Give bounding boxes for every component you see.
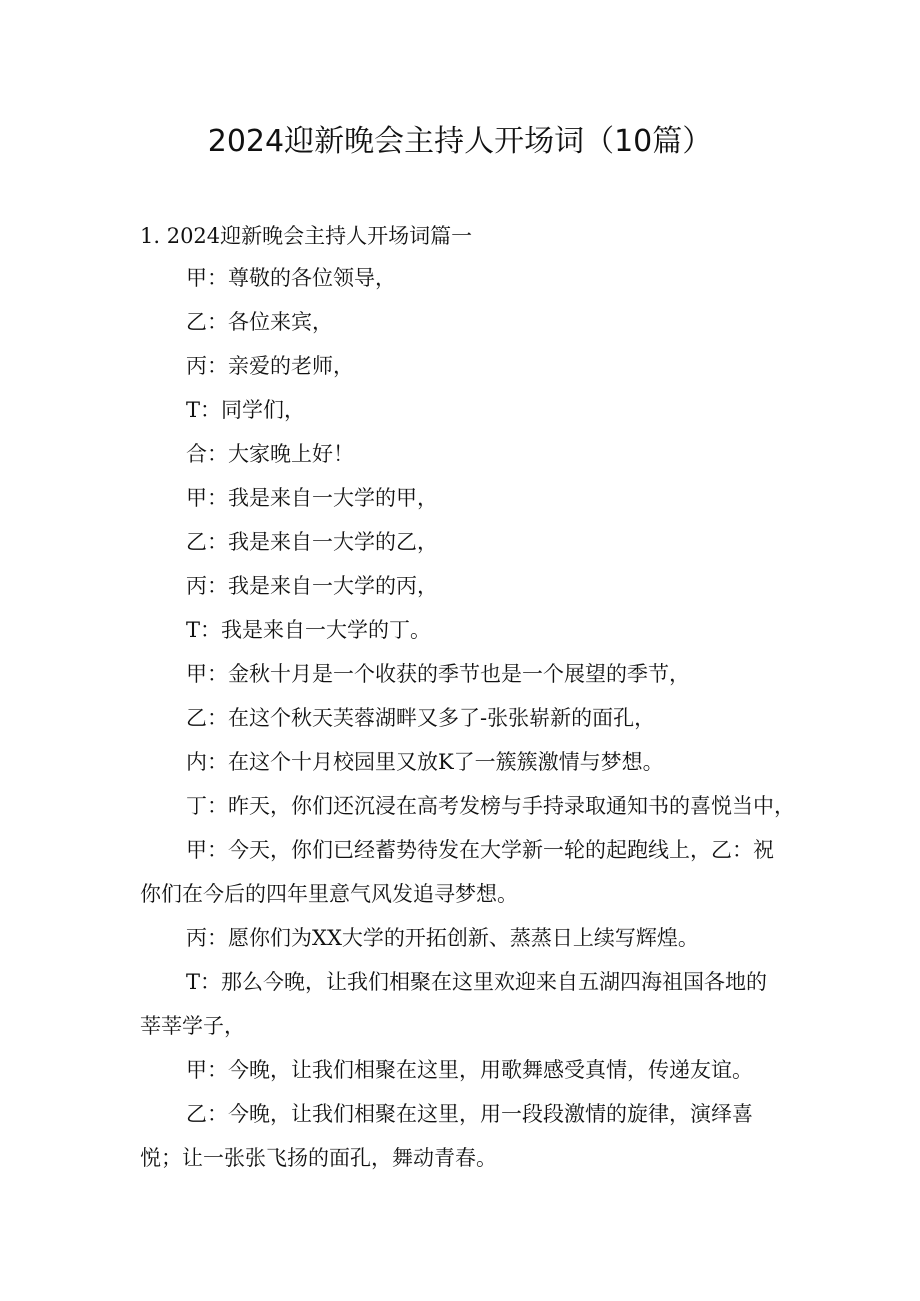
paragraph-line: 乙：我是来自一大学的乙， (186, 530, 438, 554)
paragraph-line: 丙：愿你们为XX大学的开拓创新、蒸蒸日上续写辉煌。 (186, 926, 699, 950)
paragraph-line: 丙：亲爱的老师， (186, 354, 354, 378)
paragraph-line: 甲：我是来自一大学的甲， (186, 486, 438, 510)
paragraph-line: T：同学们， (186, 398, 306, 422)
paragraph-line: 甲：尊敬的各位领导， (186, 266, 396, 290)
paragraph-line: 甲：今晚，让我们相聚在这里，用歌舞感受真情，传递友谊。 (186, 1058, 753, 1082)
paragraph-line: 你们在今后的四年里意气风发追寻梦想。 (140, 882, 518, 906)
paragraph-line: 丙：我是来自一大学的丙， (186, 574, 438, 598)
paragraph-line: 内：在这个十月校园里又放K了一簇簇激情与梦想。 (186, 750, 664, 774)
section-heading: 1. 2024迎新晚会主持人开场词篇一 (140, 224, 473, 248)
paragraph-line: T：我是来自一大学的丁。 (186, 618, 432, 642)
paragraph-line: 甲：今天，你们已经蓄势待发在大学新一轮的起跑线上，乙：祝 (186, 838, 774, 862)
document-title: 2024迎新晚会主持人开场词（10篇） (207, 124, 713, 159)
paragraph-line: T：那么今晚，让我们相聚在这里欢迎来自五湖四海祖国各地的 (186, 970, 768, 994)
paragraph-line: 乙：各位来宾， (186, 310, 333, 334)
paragraph-line: 乙：在这个秋天芙蓉湖畔又多了-张张崭新的面孔， (186, 706, 656, 730)
paragraph-line: 丁：昨天，你们还沉浸在高考发榜与手持录取通知书的喜悦当中， (186, 794, 795, 818)
paragraph-line: 莘莘学子， (140, 1014, 245, 1038)
paragraph-line: 甲：金秋十月是一个收获的季节也是一个展望的季节， (186, 662, 690, 686)
paragraph-line: 悦；让一张张飞扬的面孔，舞动青春。 (140, 1146, 497, 1170)
paragraph-line: 合：大家晚上好！ (186, 442, 354, 466)
paragraph-line: 乙：今晚，让我们相聚在这里，用一段段激情的旋律，演绎喜 (186, 1102, 753, 1126)
